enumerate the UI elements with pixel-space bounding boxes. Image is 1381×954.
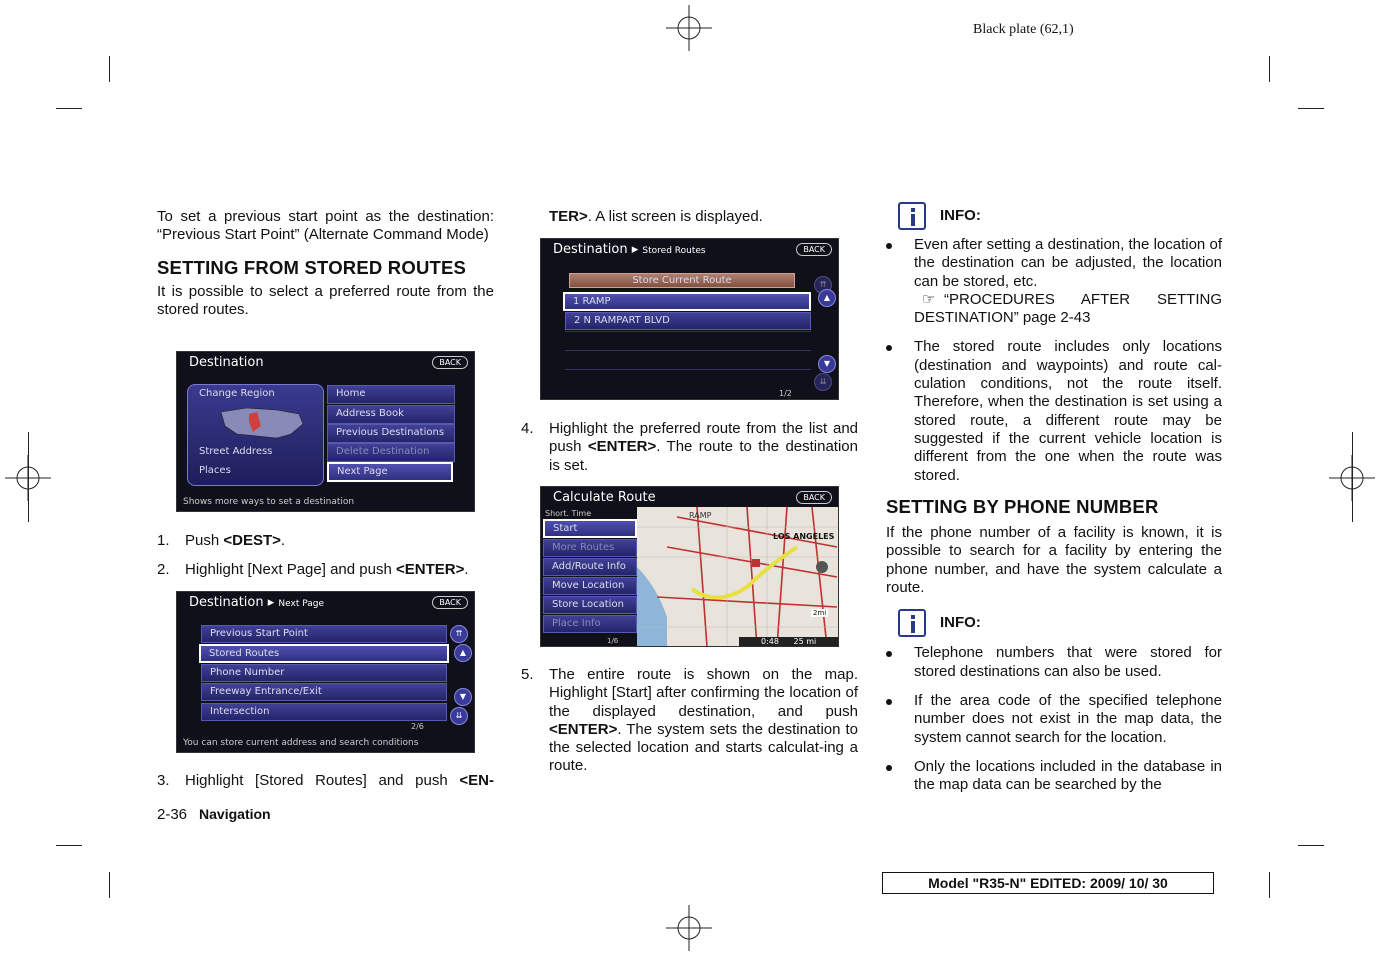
crop-mark xyxy=(1269,56,1270,82)
menu-add-route-info[interactable]: Add/Route Info xyxy=(543,558,637,576)
column-2 xyxy=(521,208,858,226)
reference-icon: ☞ xyxy=(922,290,936,308)
info-icon xyxy=(898,609,926,637)
screen-calculate-route xyxy=(540,486,839,647)
section-name: Navigation xyxy=(199,806,271,822)
menu-move-location[interactable]: Move Location xyxy=(543,577,637,595)
cross-reference: “PROCEDURES AFTER SETTING DESTINATION” page 2-43 xyxy=(914,290,1222,327)
screen-hint: You can store current address and search conditions xyxy=(183,738,419,748)
crop-mark xyxy=(1298,108,1324,109)
screen-title: Calculate Route xyxy=(553,490,656,505)
info-header: INFO: xyxy=(898,202,1222,230)
scroll-top-icon[interactable]: ⇈ xyxy=(814,276,832,294)
map-label-los-angeles: LOS ANGELES xyxy=(773,532,835,541)
map-label-ramp: RAMP xyxy=(689,511,712,520)
info-bullet: Even after setting a destination, the location of the destination can be adjusted, the location can be stored, etc. ☞ “PROCEDURES AFTER SETTING DESTINATION” page 2-43 xyxy=(886,236,1222,327)
steps-1-2 xyxy=(157,532,494,580)
scroll-bottom-icon[interactable]: ⇊ xyxy=(814,373,832,391)
registration-mark-icon xyxy=(666,5,712,51)
info-header: INFO: xyxy=(898,609,1222,637)
screen-next-page xyxy=(176,591,475,753)
menu-address-book[interactable]: Address Book xyxy=(327,405,455,424)
section-heading-stored-routes: SETTING FROM STORED ROUTES xyxy=(157,256,467,278)
menu-start[interactable]: Start xyxy=(543,519,637,538)
crop-mark xyxy=(56,845,82,846)
menu-next-page[interactable]: Next Page xyxy=(327,462,453,482)
crop-mark xyxy=(56,108,82,109)
crop-mark xyxy=(109,56,110,82)
page-number: 2-36 xyxy=(157,806,188,823)
route-time: 0:48 xyxy=(761,637,779,646)
enter-key: <ENTER> xyxy=(587,438,657,456)
screen-hint: Shows more ways to set a destination xyxy=(183,497,355,507)
info-bullet: If the area code of the specified telephone number does not exist in the map data, the system cannot search for the location. xyxy=(886,692,1222,747)
empty-row xyxy=(565,351,811,370)
step-4: 4. Highlight the preferred route from the list and push <ENTER>. The route to the destination is set. xyxy=(521,420,858,474)
registration-mark-icon xyxy=(5,455,51,501)
page-indicator: 1/2 xyxy=(779,389,792,398)
info-icon xyxy=(898,202,926,230)
model-edited-box: Model "R35-N" EDITED: 2009/ 10/ 30 xyxy=(882,872,1214,894)
step-2: 2. Highlight [Next Page] and push <ENTER>. xyxy=(157,561,469,579)
step-1: 1. Push <DEST>. xyxy=(157,532,286,549)
store-current-route-button[interactable]: Store Current Route xyxy=(569,273,795,288)
empty-row xyxy=(565,331,811,351)
back-button[interactable]: BACK xyxy=(432,596,468,609)
menu-street-address[interactable]: Street Address xyxy=(199,446,273,457)
dest-key: <DEST> xyxy=(223,532,281,549)
menu-intersection[interactable]: Intersection xyxy=(201,703,447,721)
screen-stored-routes xyxy=(540,238,839,400)
menu-store-location[interactable]: Store Location xyxy=(543,596,637,614)
enter-key: <ENTER> xyxy=(395,561,465,579)
info-bullet: The stored route includes only locations (destination and waypoints) and route cal-culation conditions, not the route itself. Therefore, when the destination is set using a stored route, a different route may be suggested if the current vehicle location is different from the one when the route was stored. xyxy=(886,338,1222,484)
scroll-top-icon[interactable]: ⇈ xyxy=(450,625,468,643)
crop-mark xyxy=(1269,872,1270,898)
menu-place-info[interactable]: Place Info xyxy=(543,615,637,633)
scroll-down-icon[interactable]: ▼ xyxy=(818,355,836,373)
crop-mark xyxy=(1298,845,1324,846)
stored-routes-intro: It is possible to select a preferred route from the stored routes. xyxy=(157,282,494,319)
menu-home[interactable]: Home xyxy=(327,385,455,404)
scroll-up-icon[interactable]: ▲ xyxy=(818,289,836,307)
column-3 xyxy=(886,202,1222,794)
map-scale: 2mi xyxy=(813,609,827,617)
route-distance: 25 mi xyxy=(793,637,817,646)
menu-delete-destination[interactable]: Delete Destination xyxy=(327,443,455,462)
step-5: 5. The entire route is shown on the map. Highlight [Start] after confirming the location of the displayed destination, and push <ENTER>. The system sets the destination to the selected location and starts calculat-ing a route. xyxy=(521,666,858,775)
enter-key: <ENTER> xyxy=(549,720,618,738)
page-indicator: 2/6 xyxy=(411,722,424,731)
route-map xyxy=(637,507,839,647)
menu-change-region[interactable]: Change Region xyxy=(199,388,275,399)
route-item-2[interactable]: 2 N RAMPART BLVD xyxy=(565,312,811,330)
menu-freeway-entrance-exit[interactable]: Freeway Entrance/Exit xyxy=(201,683,447,701)
scroll-down-icon[interactable]: ▼ xyxy=(454,688,472,706)
column-1 xyxy=(157,208,494,319)
menu-stored-routes[interactable]: Stored Routes xyxy=(199,644,449,663)
info-bullet: Only the locations included in the database in the map data can be searched by the xyxy=(886,758,1222,795)
enter-key: <EN- xyxy=(459,772,494,789)
route-item-1[interactable]: 1 RAMP xyxy=(563,292,811,311)
screen-title: Destination ▸ Next Page xyxy=(189,595,325,610)
us-map-icon xyxy=(217,404,307,442)
back-button[interactable]: BACK xyxy=(796,491,832,504)
registration-mark-icon xyxy=(1329,455,1375,501)
crop-mark xyxy=(109,872,110,898)
step-3-continued: TER>. A list screen is displayed. xyxy=(549,208,763,225)
menu-phone-number[interactable]: Phone Number xyxy=(201,664,447,682)
intro-text: To set a previous start point as the destination: “Previous Start Point” (Alternate Command Mode) xyxy=(157,208,494,244)
menu-previous-start-point[interactable]: Previous Start Point xyxy=(201,625,447,643)
plate-label: Black plate (62,1) xyxy=(973,22,1074,37)
section-heading-phone-number: SETTING BY PHONE NUMBER xyxy=(886,495,1159,517)
info-bullet: Telephone numbers that were stored for stored destinations can also be used. xyxy=(886,644,1222,681)
scroll-up-icon[interactable]: ▲ xyxy=(454,644,472,662)
menu-previous-destinations[interactable]: Previous Destinations xyxy=(327,424,455,443)
scroll-bottom-icon[interactable]: ⇊ xyxy=(450,707,468,725)
back-button[interactable]: BACK xyxy=(796,243,832,256)
page-footer xyxy=(157,806,271,823)
screen-destination xyxy=(176,351,475,512)
back-button[interactable]: BACK xyxy=(432,356,468,369)
menu-more-routes[interactable]: More Routes xyxy=(543,539,637,557)
screen-title: Destination ▸ Stored Routes xyxy=(553,242,706,257)
screen-title: Destination xyxy=(189,355,264,370)
step-3: 3. Highlight [Stored Routes] and push <EN- xyxy=(157,772,494,789)
menu-places[interactable]: Places xyxy=(199,465,231,476)
registration-mark-icon xyxy=(666,905,712,951)
page-indicator: 1/6 xyxy=(607,637,619,645)
phone-number-intro: If the phone number of a facility is known, it is possible to search for a facility by entering the phone number, and have the system calculate a route. xyxy=(886,524,1222,597)
route-summary-bar xyxy=(739,637,839,647)
route-mode: Short. Time xyxy=(545,509,592,518)
